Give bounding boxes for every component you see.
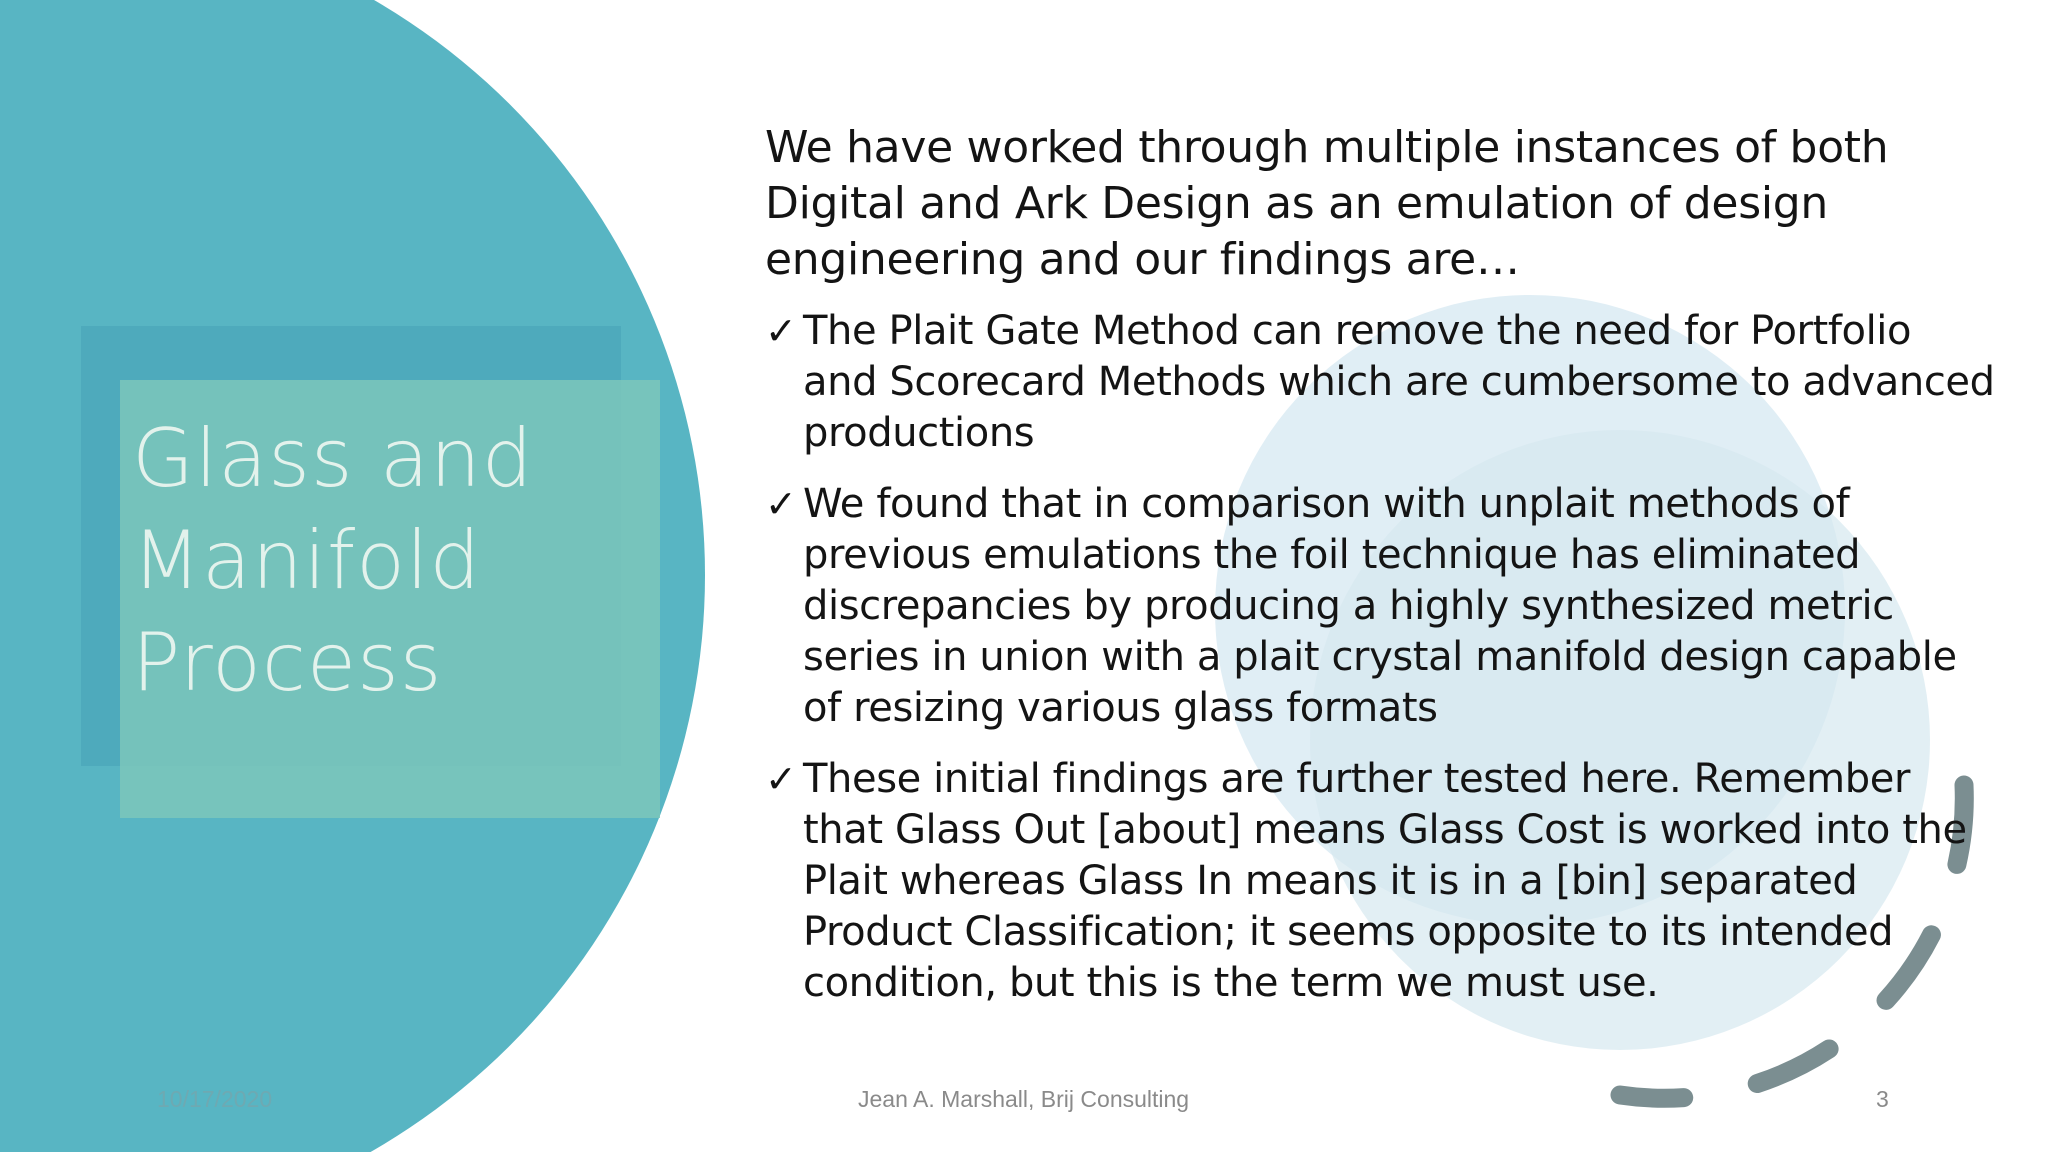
bullet-text: We found that in comparison with unplait methods of previous emulations the foil technique has eliminated discrepancies by producing a highly synthesized metric series in union with a plait crystal manifold design capable of resizing various glass formats: [803, 481, 1957, 731]
title-line-3: Process: [132, 616, 443, 709]
intro-paragraph: We have worked through multiple instances of both Digital and Ark Design as an emulation of design engineering and our findings are…: [765, 122, 1889, 285]
footer-author: Jean A. Marshall, Brij Consulting: [858, 1086, 1190, 1112]
check-mark-icon: ✓: [765, 309, 797, 353]
check-mark-icon: ✓: [765, 482, 797, 526]
slide-body: [765, 120, 1995, 1029]
bullet-text: The Plait Gate Method can remove the need for Portfolio and Scorecard Methods which are cumbersome to advanced productions: [803, 308, 1995, 456]
list-item: [765, 306, 1995, 459]
check-mark-icon: ✓: [765, 757, 797, 801]
list-item: [765, 479, 1995, 734]
slide-title: [132, 408, 652, 714]
list-item: [765, 754, 1995, 1009]
title-line-2: Manifold: [132, 514, 482, 607]
footer-date: 10/17/2020: [157, 1086, 273, 1112]
title-line-1: Glass and: [132, 412, 534, 505]
findings-list: [765, 306, 1995, 1009]
bullet-text: These initial findings are further tested here. Remember that Glass Out [about] means Glass Cost is worked into the Plait whereas Glass In means it is in a [bin] separated Product Classification; it seems opposite to its intended condition, but this is the term we must use.: [803, 756, 1967, 1006]
page-number: 3: [1876, 1086, 1889, 1112]
